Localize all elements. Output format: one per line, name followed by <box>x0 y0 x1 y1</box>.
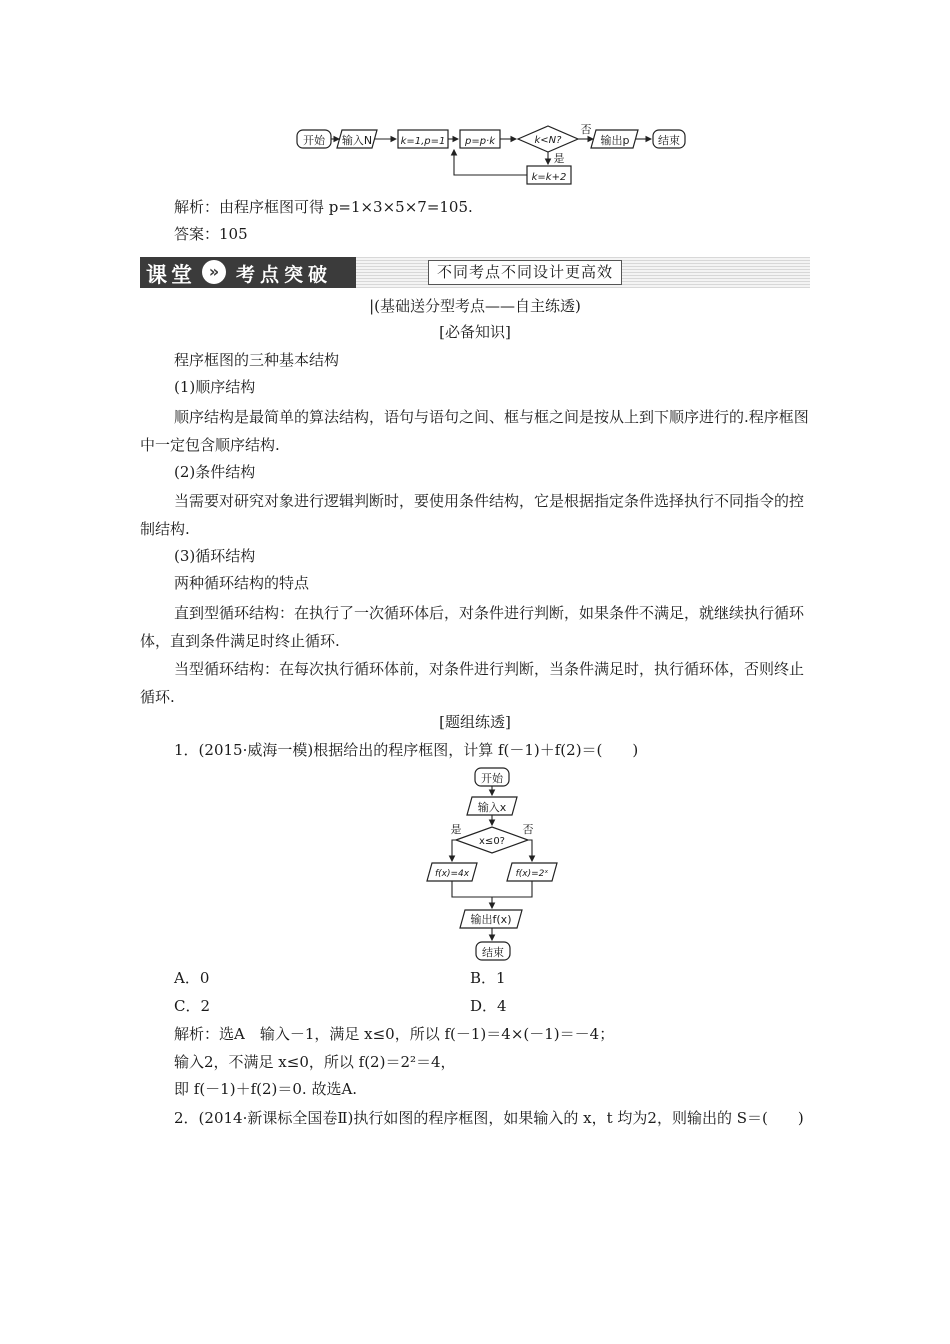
fc2-right: f(x)=2ˣ <box>515 869 549 879</box>
solution-line-3: 即 f(－1)＋f(2)＝0. 故选A. <box>174 1080 358 1098</box>
s3-title: (3)循环结构 <box>174 547 256 565</box>
banner-tagline: 不同考点不同设计更高效 <box>428 260 622 285</box>
solution-line-2: 输入2，不满足 x≤0，所以 f(2)＝2²＝4， <box>174 1053 456 1071</box>
section-note: |(基础送分型考点——自主练透) <box>369 297 581 315</box>
answer-1: 答案：105 <box>174 225 248 243</box>
chevron-icon: » <box>202 260 226 284</box>
must-know-heading: [必备知识] <box>439 323 511 341</box>
fc1-start: 开始 <box>303 134 325 147</box>
option-b: B．1 <box>470 969 506 987</box>
fc1-yes: 是 <box>553 152 565 165</box>
fc1-input: 输入N <box>341 134 373 147</box>
question-1: 1．(2015·威海一模)根据给出的程序框图，计算 f(－1)＋f(2)＝( ) <box>174 741 639 759</box>
s2-text: 当需要对研究对象进行逻辑判断时，要使用条件结构，它是根据指定条件选择执行不同指令的控制结构. <box>140 492 805 538</box>
fc1-end: 结束 <box>658 134 680 147</box>
fc2-yes: 是 <box>450 823 462 836</box>
flowchart-piecewise <box>420 765 570 965</box>
option-a: A．0 <box>174 969 210 987</box>
s3-text2: 当型循环结构：在每次执行循环体前，对条件进行判断，当条件满足时，执行循环体，否则终止循环. <box>140 660 805 706</box>
fc2-end: 结束 <box>482 946 504 959</box>
fc2-cond: x≤0? <box>479 836 505 847</box>
fc1-no: 否 <box>580 123 592 136</box>
fc1-output: 输出p <box>600 134 630 147</box>
analysis-1: 解析：由程序框图可得 p=1×3×5×7=105. <box>174 198 473 216</box>
fc1-cond: k<N? <box>534 135 562 146</box>
option-c: C．2 <box>174 997 211 1015</box>
banner-title-classroom: 课堂 <box>146 263 196 287</box>
fc2-no: 否 <box>522 823 534 836</box>
s3-sub: 两种循环结构的特点 <box>174 574 310 592</box>
fc1-update: k=k+2 <box>531 172 567 183</box>
option-d: D．4 <box>470 997 507 1015</box>
three-structures: 程序框图的三种基本结构 <box>174 351 340 369</box>
s2-title: (2)条件结构 <box>174 463 256 481</box>
fc2-start: 开始 <box>481 772 503 785</box>
flowchart-loop <box>295 122 695 188</box>
fc2-output: 输出f(x) <box>470 913 512 926</box>
s1-title: (1)顺序结构 <box>174 378 256 396</box>
practice-heading: [题组练透] <box>439 713 511 731</box>
fc2-input: 输入x <box>477 801 507 814</box>
fc1-init: k=1,p=1 <box>400 136 446 147</box>
fc1-assign: p=p·k <box>464 136 496 147</box>
section-banner <box>140 257 810 288</box>
s1-text: 顺序结构是最简单的算法结构，语句与语句之间、框与框之间是按从上到下顺序进行的.程序框图中一定包含顺序结构. <box>140 408 809 454</box>
solution-line-1: 解析：选A 输入－1，满足 x≤0，所以 f(－1)＝4×(－1)＝－4； <box>174 1025 615 1043</box>
fc2-left: f(x)=4x <box>434 869 470 879</box>
question-2: 2．(2014·新课标全国卷Ⅱ)执行如图的程序框图，如果输入的 x，t 均为2，则输出的 S＝( ) <box>174 1109 804 1127</box>
banner-title-breakthrough: 考点突破 <box>236 264 333 286</box>
s3-text1: 直到型循环结构：在执行了一次循环体后，对条件进行判断，如果条件不满足，就继续执行循环体，直到条件满足时终止循环. <box>140 604 805 650</box>
